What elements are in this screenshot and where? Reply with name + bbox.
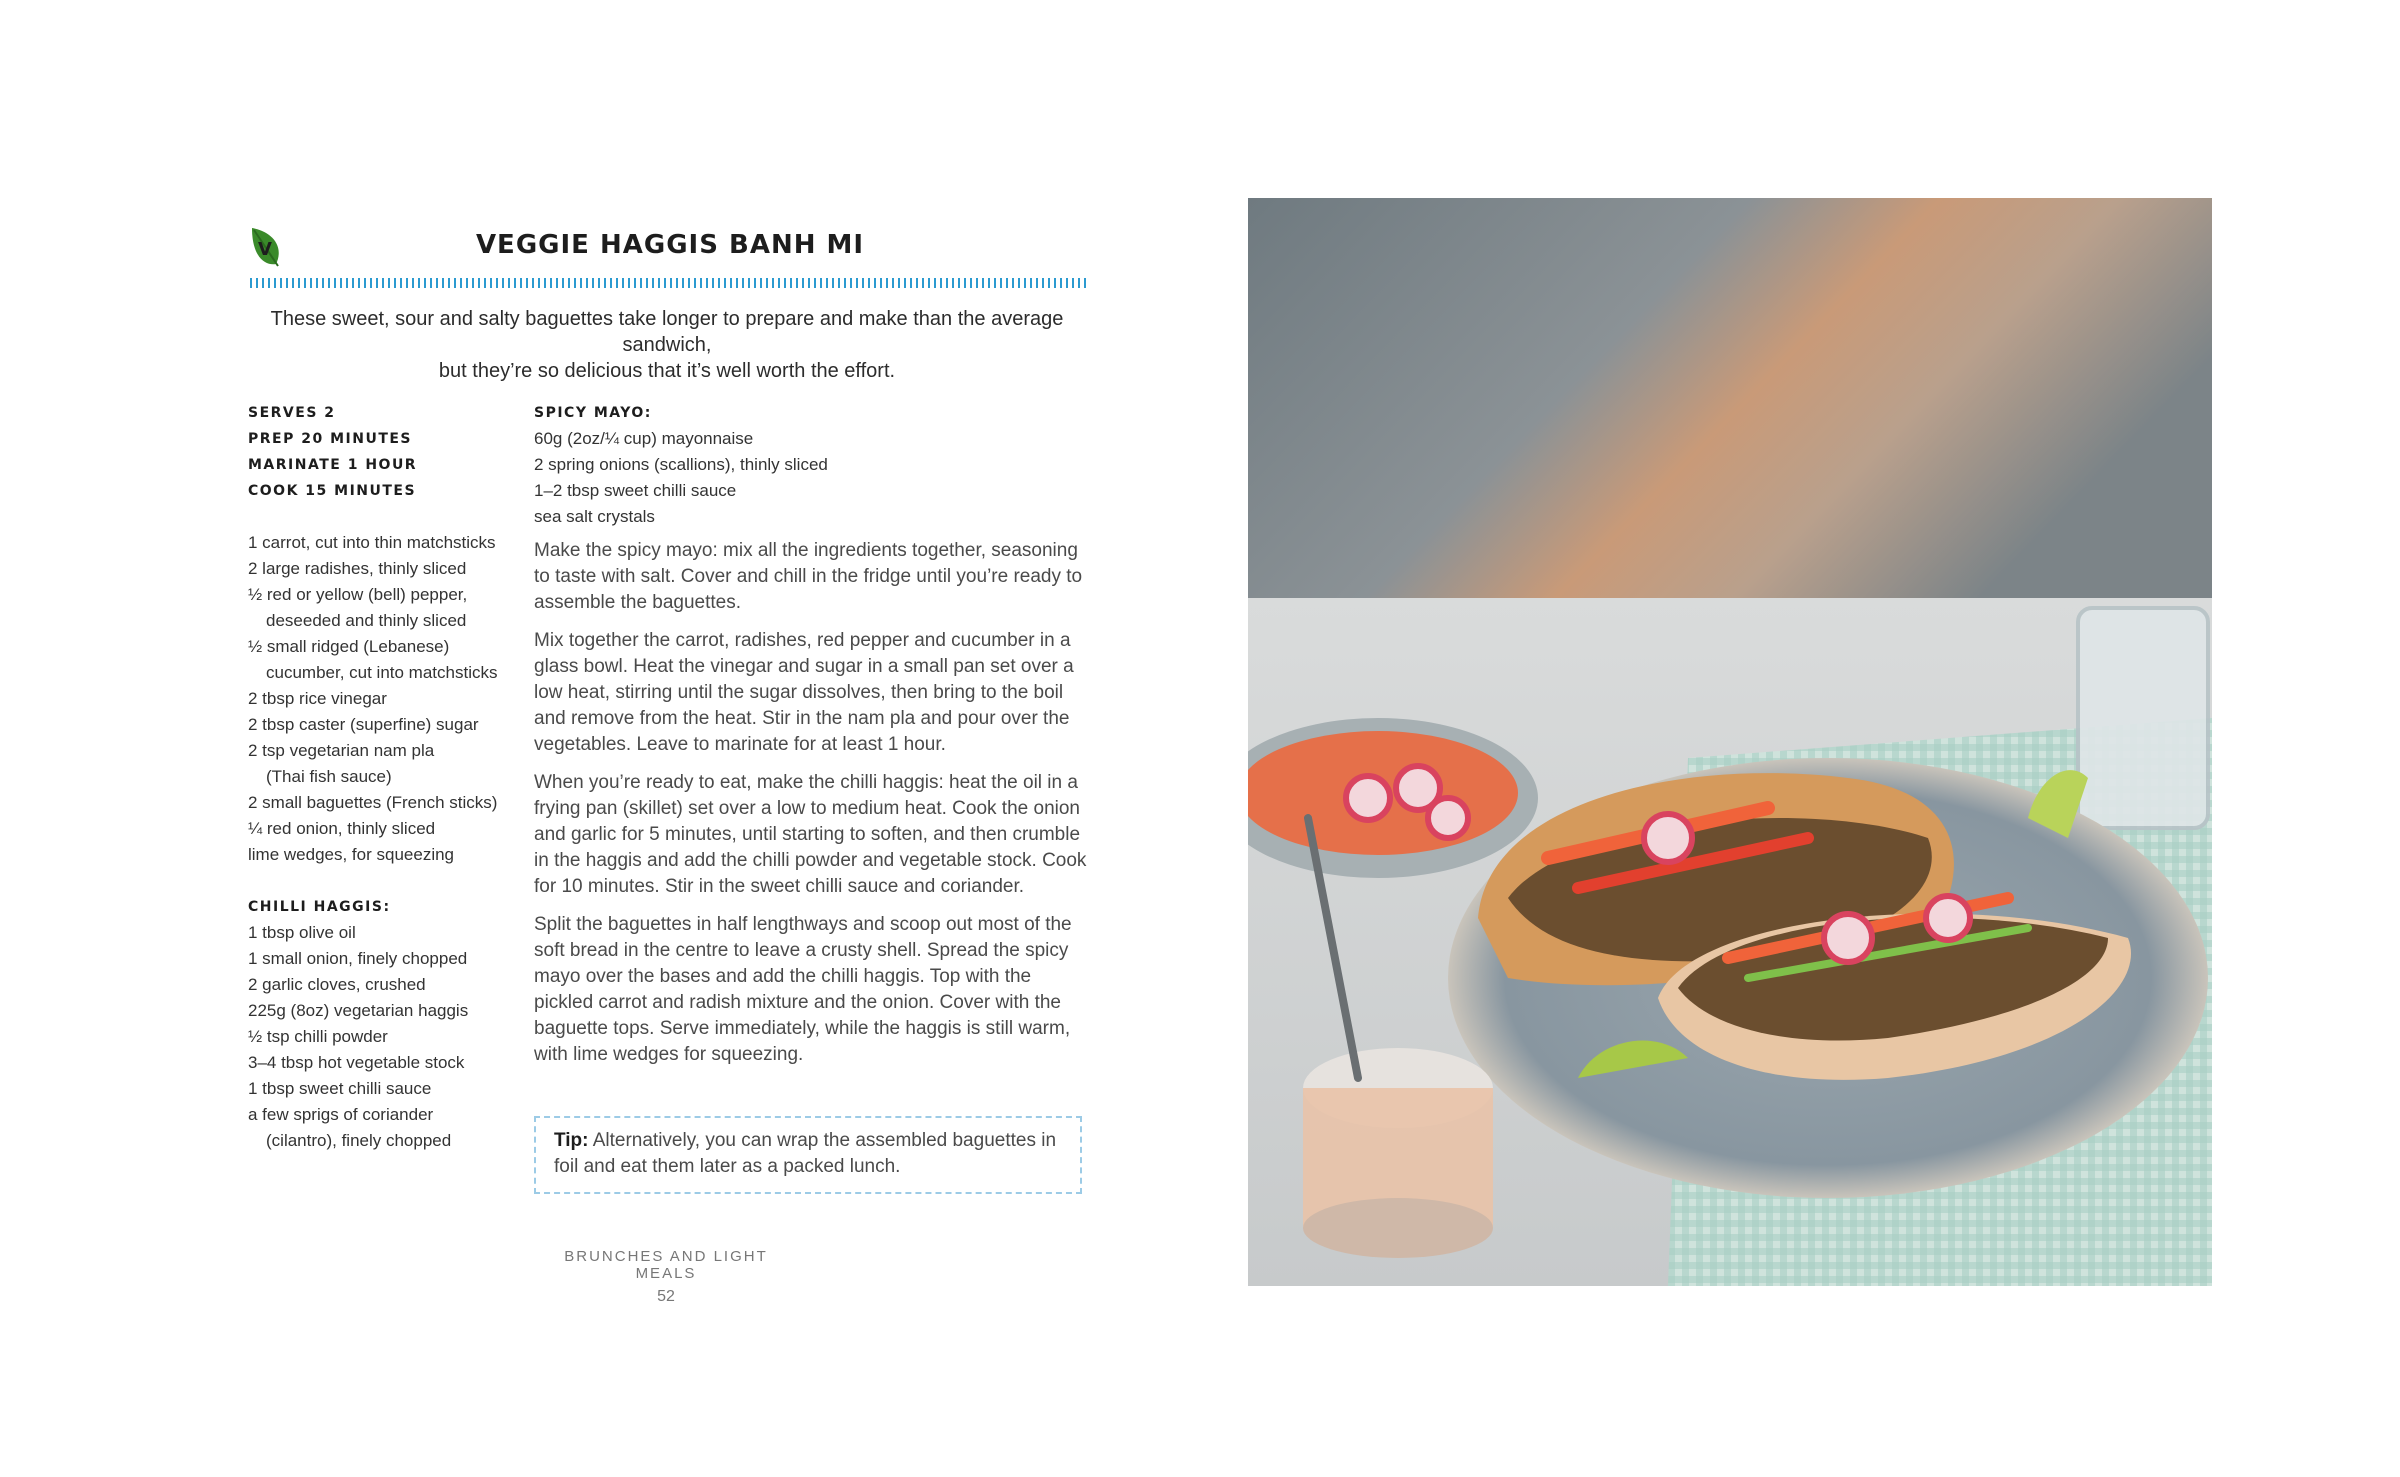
ingredient-item: 2 spring onions (scallions), thinly sliced <box>534 455 828 474</box>
ingredient-item: (Thai fish sauce) <box>266 767 392 786</box>
ingredient-item: 1 carrot, cut into thin matchsticks <box>248 533 496 552</box>
intro-line: but they’re so delicious that it’s well worth the effort. <box>438 360 896 382</box>
ingredient-item: 60g (2oz/¼ cup) mayonnaise <box>534 429 754 448</box>
ingredient-item: ½ tsp chilli powder <box>248 1027 388 1046</box>
ingredient-item: ¼ red onion, thinly sliced <box>248 819 436 838</box>
cook-time-line: COOK 15 MINUTES <box>248 483 417 499</box>
ingredient-item: 1 tbsp olive oil <box>248 923 356 942</box>
tip-box <box>534 1116 1082 1194</box>
banh-mi-photo <box>1248 198 2212 1286</box>
ingredient-item: 1–2 tbsp sweet chilli sauce <box>534 481 737 500</box>
tip-label: Tip: <box>554 1130 589 1151</box>
recipe-title: VEGGIE HAGGIS BANH MI <box>475 230 865 260</box>
vegetarian-leaf-icon <box>248 226 284 268</box>
ingredient-item: lime wedges, for squeezing <box>248 845 455 864</box>
chilli-haggis-list <box>248 920 523 1154</box>
badge-letter: V <box>258 239 272 260</box>
page-footer <box>534 1248 798 1306</box>
chapter-name: BRUNCHES AND LIGHT MEALS <box>564 1248 768 1282</box>
title-divider <box>250 278 1086 288</box>
spicy-mayo-heading: SPICY MAYO: <box>534 405 652 421</box>
ingredient-item: (cilantro), finely chopped <box>266 1131 452 1150</box>
ingredient-item: 2 large radishes, thinly sliced <box>248 559 467 578</box>
method-step: Mix together the carrot, radishes, red pepper and cucumber in a glass bowl. Heat the vinegar and sugar in a small pan set over a low heat, stirring until the sugar dissolves, then bring to the boil and remove from the heat. Stir in the nam pla and pour over the vegetables. Leave to marinate for at least 1 hour. <box>534 630 1074 755</box>
tip-text: Alternatively, you can wrap the assembled baguettes in foil and eat them later as a packed lunch. <box>554 1130 1057 1177</box>
method-column <box>534 400 1089 1080</box>
ingredient-item: deseeded and thinly sliced <box>266 611 467 630</box>
ingredient-item: ½ red or yellow (bell) pepper, <box>248 585 468 604</box>
banh-mi-photo-illustration <box>1248 198 2212 1286</box>
ingredient-item: 1 tbsp sweet chilli sauce <box>248 1079 432 1098</box>
ingredient-item: 2 tsp vegetarian nam pla <box>248 741 435 760</box>
ingredient-item: 2 tbsp caster (superfine) sugar <box>248 715 479 734</box>
ingredient-item: 3–4 tbsp hot vegetable stock <box>248 1053 465 1072</box>
marinate-time-line: MARINATE 1 HOUR <box>248 457 418 473</box>
ingredient-item: cucumber, cut into matchsticks <box>266 663 498 682</box>
ingredient-item: 1 small onion, finely chopped <box>248 949 468 968</box>
recipe-meta <box>248 400 523 504</box>
intro-line: These sweet, sour and salty baguettes take longer to prepare and make than the average sandwich, <box>270 308 1064 356</box>
ingredients-column <box>248 400 523 1154</box>
ingredient-item: 2 tbsp rice vinegar <box>248 689 387 708</box>
main-ingredients-list <box>248 530 523 868</box>
method-step: When you’re ready to eat, make the chilli haggis: heat the oil in a frying pan (skillet) set over a low to medium heat. Cook the onion and garlic for 5 minutes, until starting to soften, and then crumble in the haggis and add the chilli powder and vegetable stock. Cook for 10 minutes. Stir in the sweet chilli sauce and coriander. <box>534 772 1087 897</box>
method-step: Make the spicy mayo: mix all the ingredients together, seasoning to taste with salt. Cover and chill in the fridge until you’re ready to assemble the baguettes. <box>534 540 1083 613</box>
serves-line: SERVES 2 <box>248 405 336 421</box>
page-number: 52 <box>657 1288 675 1305</box>
ingredient-item: 2 garlic cloves, crushed <box>248 975 426 994</box>
ingredient-item: 225g (8oz) vegetarian haggis <box>248 1001 469 1020</box>
prep-time-line: PREP 20 MINUTES <box>248 431 413 447</box>
spicy-mayo-list <box>534 426 1089 530</box>
ingredient-item: ½ small ridged (Lebanese) <box>248 637 450 656</box>
method-steps <box>534 538 1089 1068</box>
ingredient-item: 2 small baguettes (French sticks) <box>248 793 498 812</box>
ingredient-item: sea salt crystals <box>534 507 655 526</box>
method-step: Split the baguettes in half lengthways and scoop out most of the soft bread in the centre to leave a crusty shell. Spread the spicy mayo over the bases and add the chilli haggis. Top with the pickled carrot and radish mixture and the onion. Cover with the baguette tops. Serve immediately, while the haggis is still warm, with lime wedges for squeezing. <box>534 914 1072 1065</box>
recipe-intro <box>248 306 1086 384</box>
ingredient-item: a few sprigs of coriander <box>248 1105 434 1124</box>
chilli-haggis-heading: CHILLI HAGGIS: <box>248 899 391 915</box>
